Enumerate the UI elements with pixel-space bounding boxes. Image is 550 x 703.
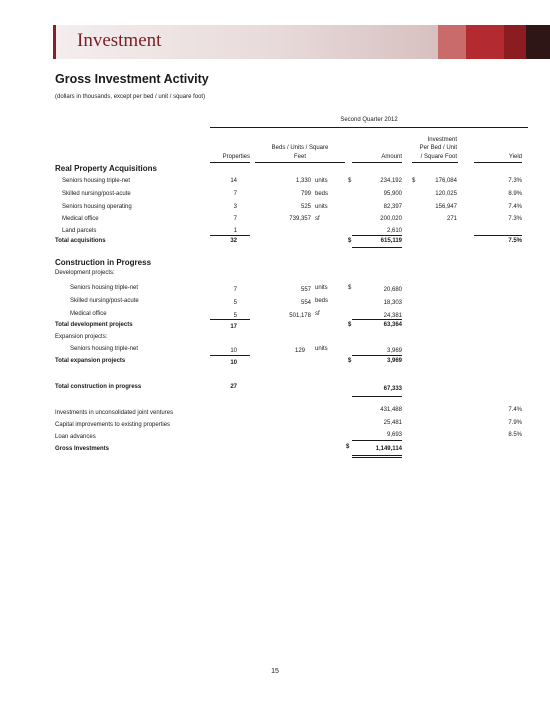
row-amount: 2,610 (386, 228, 402, 234)
total-amount: 67,333 (383, 386, 402, 392)
subtotal-rule (474, 235, 522, 236)
page-number: 15 (271, 668, 279, 675)
col-beds-line2: Feet (293, 154, 306, 160)
section-banner (53, 25, 550, 59)
total-label: Total construction in progress (55, 384, 142, 390)
row-per-unit: 156,947 (435, 204, 457, 210)
row-properties: 14 (230, 178, 237, 184)
row-unit: sf (315, 216, 320, 222)
total-amount: 3,969 (386, 358, 402, 364)
dollar-sign: $ (348, 178, 352, 184)
row-per-unit: 120,025 (435, 191, 457, 197)
row-yield: 8.9% (508, 191, 522, 197)
subtotal-rule (352, 355, 402, 356)
col-rule-yield (474, 162, 522, 163)
total-properties: 17 (230, 324, 237, 330)
row-per-unit: 271 (446, 216, 457, 222)
dollar-sign: $ (346, 444, 350, 450)
row-amount: 200,020 (380, 216, 402, 222)
row-label: Skilled nursing/post-acute (62, 191, 131, 197)
col-yield: Yield (508, 154, 522, 160)
total-amount: 63,364 (383, 322, 402, 328)
subtotal-rule (352, 319, 402, 320)
row-properties: 1 (233, 228, 237, 234)
row-beds: 129 (294, 348, 305, 354)
total-rule (352, 247, 402, 248)
row-amount: 3,969 (386, 348, 402, 354)
total-label: Total expansion projects (55, 358, 126, 364)
row-yield: 7.4% (508, 204, 522, 210)
col-rule-properties (210, 162, 250, 163)
row-yield: 7.9% (508, 420, 522, 426)
col-rule-investment (412, 162, 458, 163)
row-yield: 7.3% (508, 178, 522, 184)
subtotal-rule (210, 319, 250, 320)
row-amount: 82,397 (383, 204, 402, 210)
row-properties: 10 (230, 348, 237, 354)
row-label: Land parcels (62, 228, 97, 234)
row-yield: 8.5% (508, 432, 522, 438)
row-beds: 739,357 (289, 216, 311, 222)
banner-block-dark (526, 25, 550, 59)
row-unit: units (315, 178, 328, 184)
total-rule (352, 396, 402, 397)
row-beds: 1,330 (295, 178, 311, 184)
row-label: Seniors housing triple-net (62, 178, 131, 184)
row-label: Capital improvements to existing properties (55, 422, 171, 428)
period-rule (210, 127, 528, 128)
section-construction: Construction in Progress (55, 258, 152, 267)
row-amount: 25,481 (383, 420, 402, 426)
row-amount: 20,680 (383, 287, 402, 293)
gross-label: Gross Investments (55, 446, 110, 452)
row-amount: 24,381 (383, 313, 402, 319)
dollar-sign: $ (412, 178, 416, 184)
row-unit: units (315, 204, 328, 210)
page-subtitle: (dollars in thousands, except per bed / unit / square foot) (55, 94, 206, 100)
row-label: Medical office (62, 216, 99, 222)
row-amount: 9,693 (386, 432, 402, 438)
subtotal-rule (352, 235, 402, 236)
row-yield: 7.4% (508, 407, 522, 413)
expansion-heading: Expansion projects: (55, 334, 108, 340)
total-amount: 615,119 (380, 238, 402, 244)
row-label: Medical office (70, 311, 107, 317)
row-label: Loan advances (55, 434, 96, 440)
gross-amount: 1,149,114 (375, 446, 402, 452)
total-properties: 32 (230, 238, 237, 244)
development-heading: Development projects: (55, 270, 115, 276)
row-amount: 431,488 (380, 407, 402, 413)
row-amount: 18,303 (383, 300, 402, 306)
row-beds: 557 (300, 287, 311, 293)
total-rule (352, 457, 402, 458)
row-properties: 3 (233, 204, 237, 210)
row-yield: 7.3% (508, 216, 522, 222)
row-properties: 5 (233, 313, 237, 319)
row-unit: sf (315, 311, 320, 317)
row-unit: beds (315, 298, 329, 304)
total-properties: 27 (230, 384, 237, 390)
subtotal-rule (210, 235, 250, 236)
col-amount: Amount (381, 154, 402, 160)
row-label: Seniors housing triple-net (70, 285, 139, 291)
col-beds-line1: Beds / Units / Square (271, 145, 329, 151)
period-header: Second Quarter 2012 (340, 117, 398, 123)
row-label: Seniors housing operating (62, 204, 132, 210)
row-properties: 7 (233, 191, 237, 197)
col-investment-line2: Per Bed / Unit (419, 145, 457, 151)
row-label: Investments in unconsolidated joint ventures (55, 410, 174, 416)
subtotal-rule (352, 440, 402, 441)
row-label: Seniors housing triple-net (70, 346, 139, 352)
row-unit: beds (315, 191, 329, 197)
row-beds: 525 (300, 204, 311, 210)
col-rule-amount (352, 162, 402, 163)
dollar-sign: $ (348, 358, 352, 364)
dollar-sign: $ (348, 238, 352, 244)
row-unit: units (315, 346, 328, 352)
row-properties: 7 (233, 216, 237, 222)
total-properties: 10 (230, 360, 237, 366)
row-amount: 234,192 (380, 178, 402, 184)
total-rule (352, 455, 402, 456)
col-properties: Properties (222, 154, 250, 160)
banner-block-dark-red (504, 25, 526, 59)
section-real-property: Real Property Acquisitions (55, 164, 157, 173)
subtotal-rule (210, 355, 250, 356)
row-beds: 554 (300, 300, 311, 306)
row-properties: 7 (233, 287, 237, 293)
col-investment-line3: / Square Foot (420, 154, 457, 160)
col-rule-beds (255, 162, 345, 163)
dollar-sign: $ (348, 285, 352, 291)
banner-block-red (466, 25, 504, 59)
row-per-unit: 176,084 (435, 178, 457, 184)
banner-block-light-red (438, 25, 466, 59)
row-unit: units (315, 285, 328, 291)
page-title: Gross Investment Activity (55, 72, 209, 86)
dollar-sign: $ (348, 322, 352, 328)
row-beds: 799 (300, 191, 311, 197)
total-yield: 7.5% (508, 238, 522, 244)
col-investment-line1: Investment (427, 137, 457, 143)
row-amount: 95,900 (383, 191, 402, 197)
row-label: Skilled nursing/post-acute (70, 298, 139, 304)
row-beds: 501,178 (289, 313, 311, 319)
banner-title: Investment (77, 30, 162, 51)
banner-rule (53, 25, 56, 59)
total-label: Total development projects (55, 322, 133, 328)
total-label: Total acquisitions (55, 238, 106, 244)
row-properties: 5 (233, 300, 237, 306)
